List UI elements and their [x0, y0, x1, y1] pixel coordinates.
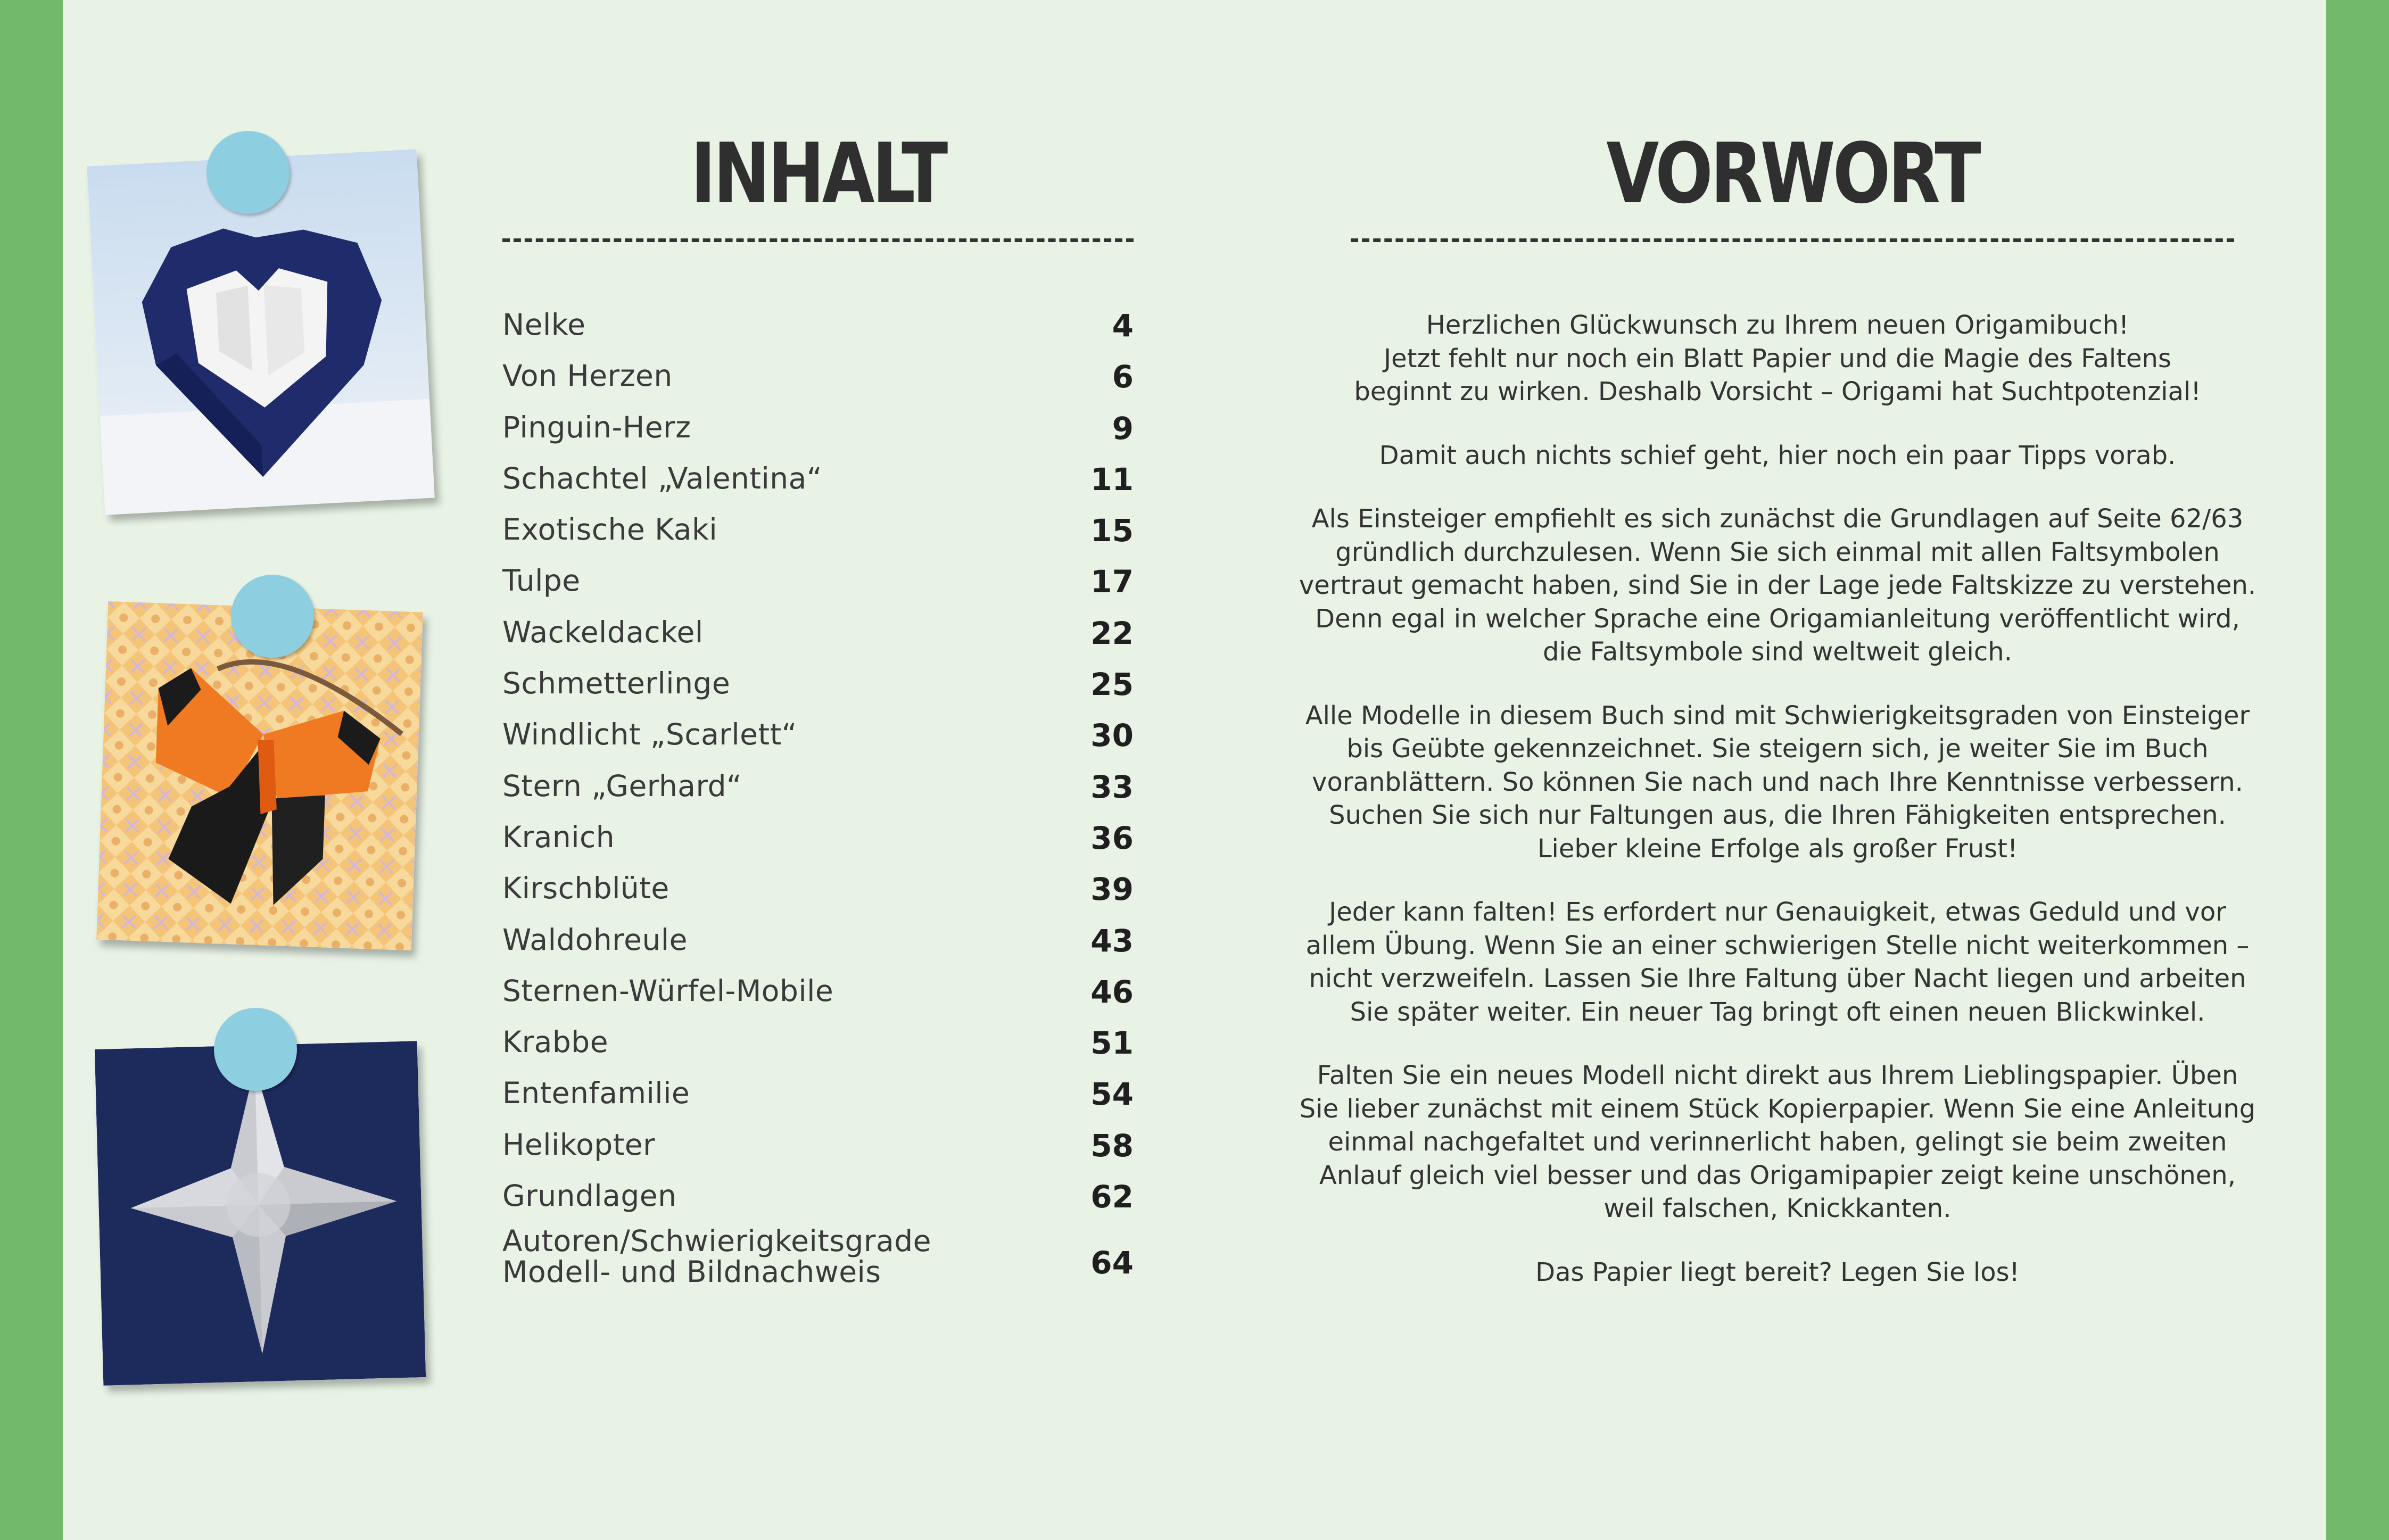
toc-row[interactable]: [502, 457, 1134, 508]
toc-row[interactable]: [502, 1123, 1134, 1174]
toc-row[interactable]: [502, 303, 1134, 354]
toc-page-number: 33: [1090, 768, 1134, 805]
toc-page-number: 30: [1090, 717, 1134, 754]
toc-title: Sternen-Würfel-Mobile: [502, 973, 834, 1008]
toc-title-line2: Modell- und Bildnachweis: [502, 1255, 881, 1289]
pin-3: [214, 1008, 297, 1091]
photo-origami-star: [95, 1041, 426, 1386]
toc-page-number: 39: [1090, 871, 1134, 908]
toc-title: Schmetterlinge: [502, 666, 731, 701]
toc-page-number: 4: [1112, 308, 1134, 344]
toc-page-number: 64: [1090, 1245, 1134, 1281]
toc-title: Exotische Kaki: [502, 512, 718, 547]
toc-page-number: 62: [1090, 1179, 1134, 1215]
vorwort-paragraph: Als Einsteiger empfiehlt es sich zunächst die Grundlagen auf Seite 62/63 gründlich durchzulesen. Wenn Sie sich einmal mit allen Faltsymbolen vertraut gemacht haben, sind Sie in der Lage jede Faltskizze zu verstehen. Denn egal in welcher Sprache eine Origamianleitung veröffentlicht wird, die Faltsymbole sind weltweit gleich.: [1299, 504, 2256, 667]
toc-title: Tulpe: [502, 564, 581, 598]
toc-page-number: 36: [1090, 819, 1134, 856]
toc-title: Entenfamilie: [502, 1076, 690, 1111]
toc-page-number: 9: [1112, 410, 1134, 446]
toc-title-multiline: [502, 1226, 931, 1287]
toc-row[interactable]: [502, 1174, 1134, 1226]
toc-title: Von Herzen: [502, 359, 673, 393]
toc-row[interactable]: [502, 970, 1134, 1021]
toc-row[interactable]: [502, 918, 1134, 970]
toc-title: Pinguin-Herz: [502, 410, 691, 444]
toc-title: Windlicht „Scarlett“: [502, 717, 797, 752]
table-of-contents: [502, 303, 1134, 1305]
toc-page-number: 15: [1090, 512, 1134, 549]
vorwort-paragraph: Alle Modelle in diesem Buch sind mit Schwierigkeitsgraden von Einsteiger bis Geübte gekennzeichnet. Sie steigern sich, je weiter Sie im Buch voranblättern. So können Sie nach und nach Ihre Kenntnisse verbessern. Suchen Sie sich nur Faltungen aus, die Ihren Fähigkeiten entsprechen. Lieber kleine Erfolge als großer Frust!: [1305, 700, 2250, 864]
toc-row[interactable]: [502, 508, 1134, 559]
vorwort-text: [1288, 309, 2267, 1319]
toc-page-number: 46: [1090, 973, 1134, 1010]
right-green-band: [2326, 0, 2389, 1540]
toc-row[interactable]: [502, 406, 1134, 457]
toc-row[interactable]: [502, 662, 1134, 713]
toc-row[interactable]: [502, 713, 1134, 764]
inhalt-divider: [502, 238, 1134, 242]
vorwort-paragraph: Herzlichen Glückwunsch zu Ihrem neuen Origamibuch! Jetzt fehlt nur noch ein Blatt Papier und die Magie des Faltens beginnt zu wirken. Deshalb Vorsicht – Origami hat Suchtpotenzial!: [1354, 310, 2201, 407]
toc-title: Helikopter: [502, 1127, 656, 1162]
toc-title: Waldohreule: [502, 922, 688, 957]
toc-title: Schachtel „Valentina“: [502, 461, 822, 495]
toc-title: Kranich: [502, 819, 615, 854]
toc-row[interactable]: [502, 816, 1134, 867]
toc-title: Stern „Gerhard“: [502, 768, 742, 803]
vorwort-paragraph: Falten Sie ein neues Modell nicht direkt aus Ihrem Lieblingspapier. Üben Sie lieber zunächst mit einem Stück Kopierpapier. Wenn Sie eine Anleitung einmal nachgefaltet und verinnerlicht haben, gelingt sie beim zweiten Anlauf gleich viel besser und das Origamipapier zeigt keine unschönen, weil falschen, Knickkanten.: [1299, 1061, 2256, 1223]
toc-page-number: 22: [1090, 615, 1134, 651]
toc-row[interactable]: [502, 354, 1134, 405]
toc-row[interactable]: [502, 1021, 1134, 1072]
vorwort-paragraph: Jeder kann falten! Es erfordert nur Genauigkeit, etwas Geduld und vor allem Übung. Wenn Sie an einer schwierigen Stelle nicht weiterkommen – nicht verzweifeln. Lassen Sie Ihre Faltung über Nacht liegen und arbeiten Sie später weiter. Ein neuer Tag bringt oft einen neuen Blickwinkel.: [1305, 897, 2250, 1027]
toc-title: Wackeldackel: [502, 615, 704, 649]
star-illustration: [95, 1041, 426, 1386]
toc-row[interactable]: [502, 559, 1134, 610]
inhalt-heading: INHALT: [690, 125, 946, 222]
vorwort-heading: VORWORT: [1606, 125, 1979, 222]
toc-page-number: 54: [1090, 1076, 1134, 1113]
vorwort-paragraph: Damit auch nichts schief geht, hier noch ein paar Tipps vorab.: [1379, 440, 2176, 470]
toc-title-line1: Autoren/Schwierigkeitsgrade: [502, 1224, 931, 1259]
left-green-band: [0, 0, 63, 1540]
vorwort-divider: [1351, 238, 2234, 242]
toc-title: Krabbe: [502, 1025, 609, 1059]
toc-row[interactable]: [502, 611, 1134, 662]
toc-row[interactable]: [502, 765, 1134, 816]
toc-page-number: 58: [1090, 1127, 1134, 1164]
toc-page-number: 11: [1090, 461, 1134, 498]
toc-title: Nelke: [502, 308, 586, 342]
toc-row[interactable]: [502, 1072, 1134, 1123]
toc-page-number: 43: [1090, 922, 1134, 959]
pin-2: [231, 575, 314, 658]
toc-title: Kirschblüte: [502, 871, 669, 906]
toc-row[interactable]: [502, 867, 1134, 918]
toc-row-last[interactable]: [502, 1226, 1134, 1305]
toc-page-number: 6: [1112, 359, 1134, 395]
toc-page-number: 51: [1090, 1025, 1134, 1062]
toc-title: Grundlagen: [502, 1179, 677, 1213]
toc-page-number: 25: [1090, 666, 1134, 703]
pin-1: [206, 131, 290, 214]
vorwort-paragraph: Das Papier liegt bereit? Legen Sie los!: [1535, 1257, 2020, 1287]
toc-page-number: 17: [1090, 564, 1134, 600]
